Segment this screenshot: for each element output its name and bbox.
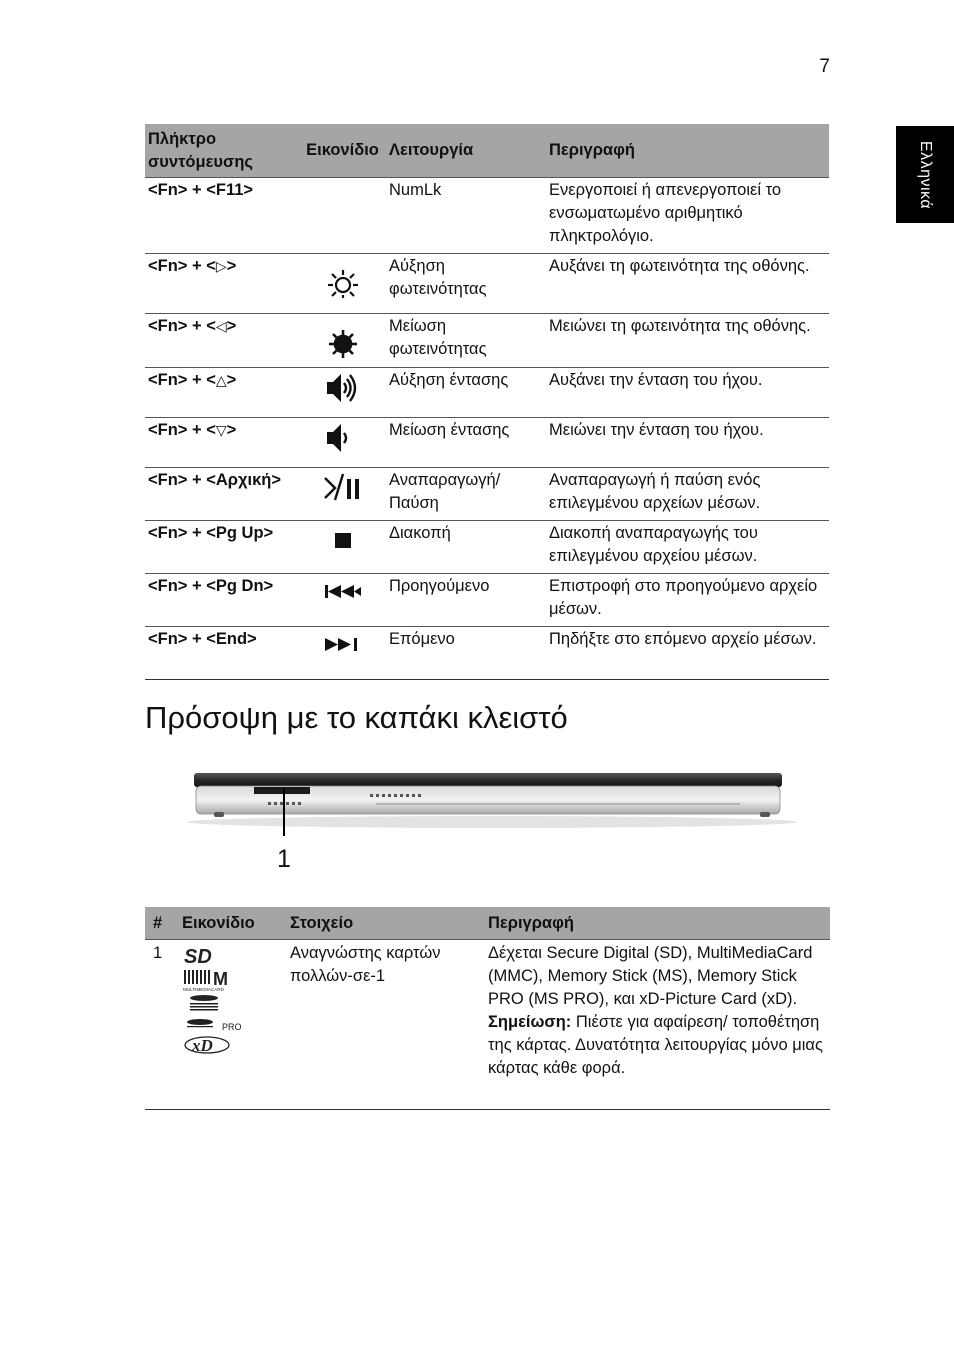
callout-number: 1 — [277, 845, 291, 873]
shortcut-key — [145, 178, 299, 254]
description-cell: Ενεργοποιεί ή απενεργοποιεί το ενσωματωμένο αριθμητικό πληκτρολόγιο. — [546, 178, 829, 254]
row-number: 1 — [145, 940, 179, 1110]
header-icon: Εικονίδιο — [299, 124, 386, 178]
description-cell: Αυξάνει τη φωτεινότητα της οθόνης. — [546, 254, 829, 314]
shortcut-key-text: <Fn> + < — [148, 421, 216, 439]
shortcut-key — [145, 368, 299, 418]
icon-cell — [299, 178, 386, 254]
table-row — [145, 627, 829, 680]
icon-cell — [299, 418, 386, 468]
page-number: 7 — [819, 56, 830, 77]
up-triangle-icon: △ — [215, 372, 227, 388]
table-row — [145, 368, 829, 418]
description-cell: Αυξάνει την ένταση του ήχου. — [546, 368, 829, 418]
table-row — [145, 314, 829, 368]
header-function: Λειτουργία — [386, 124, 546, 178]
function-cell: Μείωση φωτεινότητας — [386, 314, 546, 368]
shortcut-key-suffix: > — [226, 317, 237, 335]
description-cell: Αναπαραγωγή ή παύση ενός επιλεγμένου αρχείων μέσων. — [546, 468, 829, 521]
down-triangle-icon: ▽ — [215, 422, 227, 438]
shortcut-key-text: <Fn> + <Αρχική> — [148, 471, 281, 489]
laptop-front-image — [180, 768, 804, 838]
description-cell: Πηδήξτε στο επόμενο αρχείο μέσων. — [546, 627, 829, 680]
language-tab-label: Ελληνικά — [917, 140, 934, 209]
function-cell: Μείωση έντασης — [386, 418, 546, 468]
mmc-caption-text: MULTIMEDIACARD — [183, 987, 225, 992]
icon-cell — [299, 368, 386, 418]
header-shortcut: Πλήκτρο συντόμευσης — [145, 124, 299, 178]
icon-cell — [299, 574, 386, 627]
icon-cell — [299, 254, 386, 314]
table-row — [145, 418, 829, 468]
shortcut-key-text: <Fn> + < — [148, 317, 216, 335]
shortcut-key — [145, 521, 299, 574]
table-header-row — [145, 124, 829, 178]
description-cell: Μειώνει την ένταση του ήχου. — [546, 418, 829, 468]
header-icon: Εικονίδιο — [179, 907, 287, 940]
shortcut-key — [145, 627, 299, 680]
shortcut-key-text: <Fn> + <Pg Up> — [148, 524, 274, 542]
description-cell: Διακοπή αναπαραγωγής του επιλεγμένου αρχείου μέσων. — [546, 521, 829, 574]
shortcut-key — [145, 468, 299, 521]
shortcut-key-suffix: > — [226, 421, 237, 439]
right-triangle-icon: ▷ — [215, 258, 227, 274]
header-description: Περιγραφή — [485, 907, 830, 940]
icon-cell — [299, 627, 386, 680]
function-cell: Αύξηση φωτεινότητας — [386, 254, 546, 314]
function-cell: Διακοπή — [386, 521, 546, 574]
function-cell: Προηγούμενο — [386, 574, 546, 627]
shortcut-key-suffix: > — [226, 371, 237, 389]
table-header-row — [145, 907, 830, 940]
note-text: Πιέστε για αφαίρεση/ τοποθέτηση της κάρτας. Δυνατότητα λειτουργίας μόνο μιας κάρτας κάθε φορά. — [488, 1013, 823, 1077]
brightness-down-icon — [323, 314, 363, 358]
language-tab — [896, 126, 954, 223]
shortcut-key — [145, 254, 299, 314]
shortcut-key-text: <Fn> + <End> — [148, 630, 257, 648]
ms-pro-logo-text: PRO — [222, 1022, 242, 1032]
function-cell: Επόμενο — [386, 627, 546, 680]
brightness-up-icon — [323, 254, 363, 298]
table-row — [145, 574, 829, 627]
shortcut-key — [145, 574, 299, 627]
play-pause-icon — [321, 468, 365, 508]
previous-track-icon — [321, 574, 365, 604]
shortcuts-table — [145, 124, 829, 680]
shortcut-key-text: <Fn> + <F11> — [148, 181, 254, 199]
description-cell: Επιστροφή στο προηγούμενο αρχείο μέσων. — [546, 574, 829, 627]
description-cell — [485, 940, 830, 1110]
front-view-table — [145, 907, 830, 1110]
shortcut-key — [145, 418, 299, 468]
shortcut-key — [145, 314, 299, 368]
volume-up-icon — [323, 368, 363, 410]
xd-logo-text: xD — [192, 1036, 213, 1055]
item-cell: Αναγνώστης καρτών πολλών-σε-1 — [287, 940, 485, 1110]
icon-cell — [299, 468, 386, 521]
shortcut-key-text: <Fn> + <Pg Dn> — [148, 577, 274, 595]
next-track-icon — [321, 627, 365, 657]
function-cell: Αύξηση έντασης — [386, 368, 546, 418]
icon-cell — [299, 521, 386, 574]
note-label: Σημείωση: — [488, 1013, 572, 1031]
header-item: Στοιχείο — [287, 907, 485, 940]
mmc-logo-text: M — [213, 969, 228, 989]
sd-logo-text: SD — [184, 946, 212, 968]
description-text: Δέχεται Secure Digital (SD), MultiMediaCard (MMC), Memory Stick (MS), Memory Stick PRO (MS PRO), και xD-Picture Card (xD). — [488, 944, 813, 1008]
volume-down-icon — [323, 418, 363, 460]
header-description: Περιγραφή — [546, 124, 829, 178]
shortcut-key-text: <Fn> + < — [148, 257, 216, 275]
table-row — [145, 521, 829, 574]
table-row — [145, 178, 829, 254]
table-row — [145, 254, 829, 314]
function-cell: NumLk — [386, 178, 546, 254]
section-heading: Πρόσοψη με το καπάκι κλειστό — [145, 700, 568, 735]
function-cell: Αναπαραγωγή/ Παύση — [386, 468, 546, 521]
shortcut-key-suffix: > — [226, 257, 237, 275]
description-cell: Μειώνει τη φωτεινότητα της οθόνης. — [546, 314, 829, 368]
icon-cell — [299, 314, 386, 368]
table-row — [145, 468, 829, 521]
left-triangle-icon: ◁ — [215, 318, 227, 334]
shortcut-key-text: <Fn> + < — [148, 371, 216, 389]
stop-icon — [323, 521, 363, 555]
table-row — [145, 940, 830, 1110]
icon-cell — [179, 940, 287, 1110]
card-reader-logos-icon — [182, 942, 254, 1058]
header-number: # — [145, 907, 179, 940]
